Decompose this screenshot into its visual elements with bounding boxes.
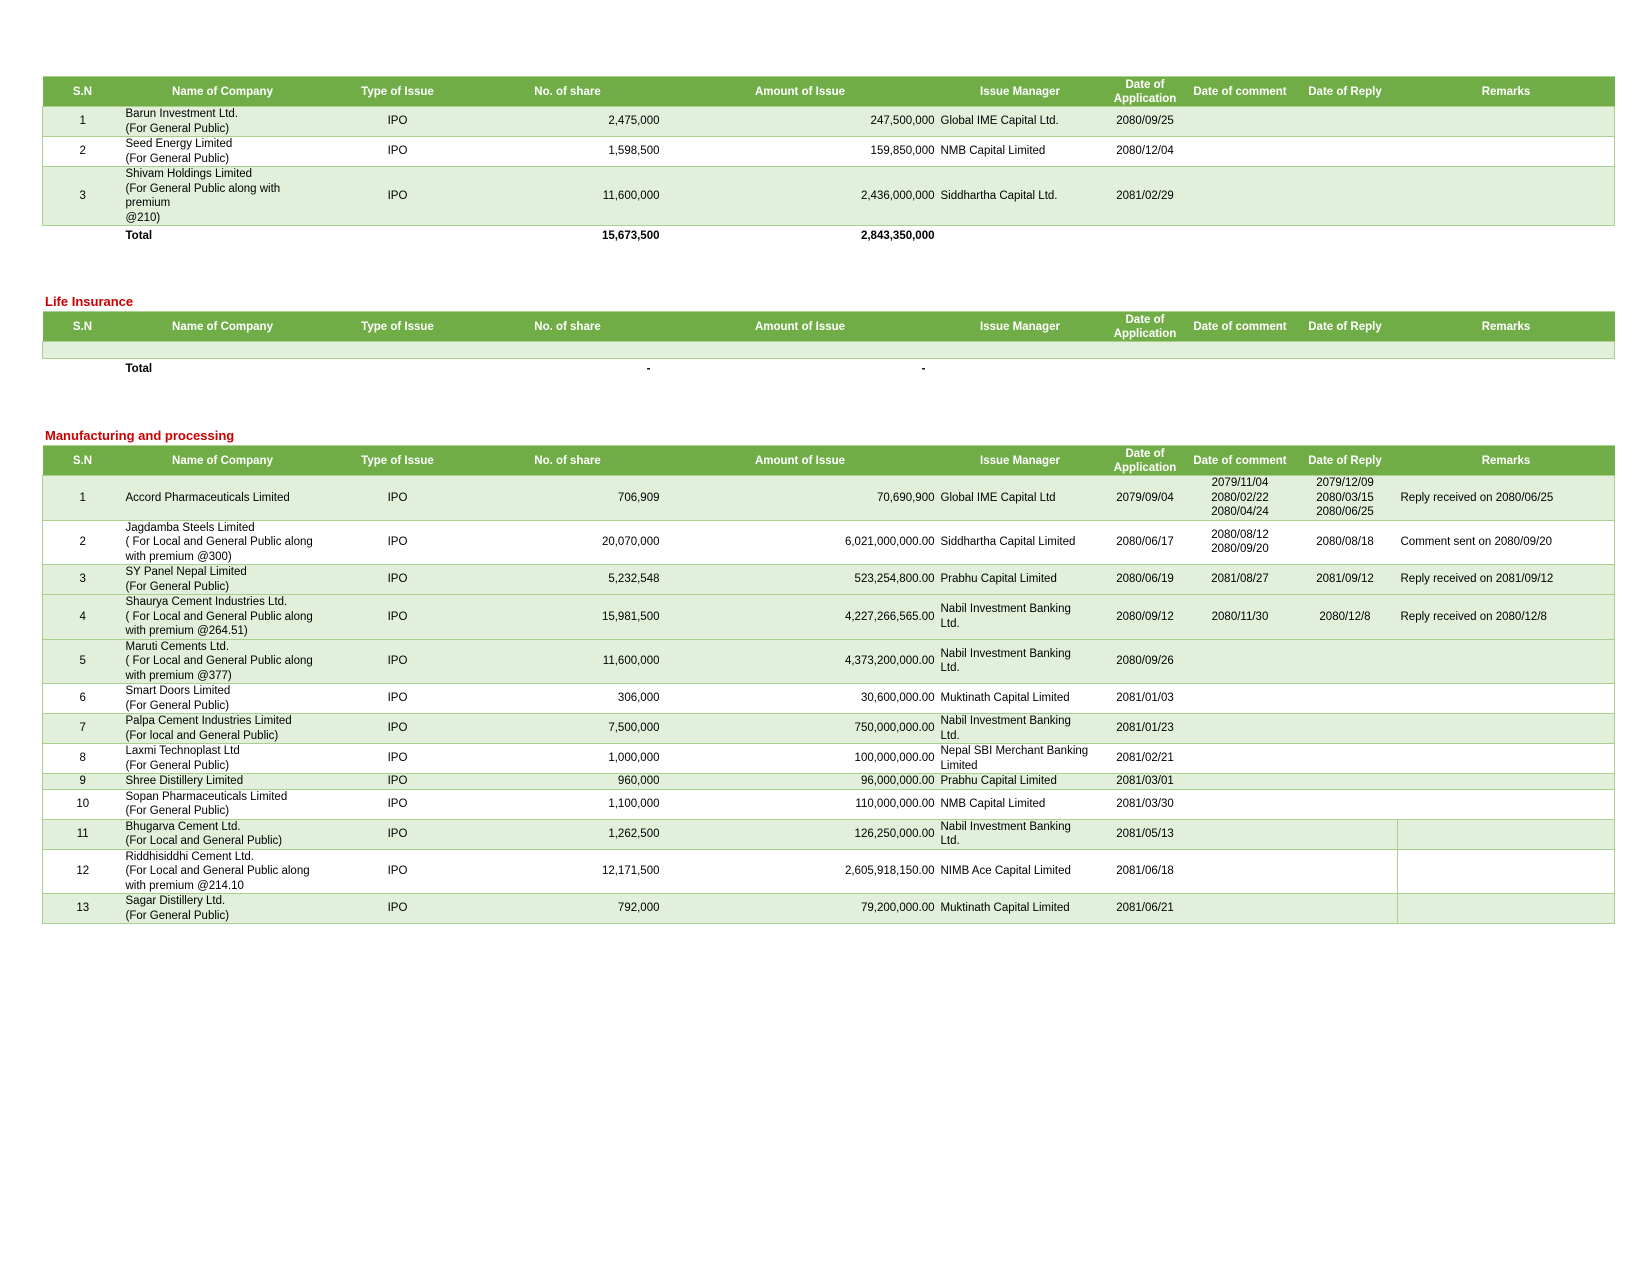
header-shares: No. of share <box>473 312 663 342</box>
cell-date-reply: 2080/12/8 <box>1293 595 1398 640</box>
total-shares: 15,673,500 <box>473 226 663 247</box>
cell-remarks <box>1398 714 1615 744</box>
cell-amount: 96,000,000.00 <box>663 774 938 790</box>
header-date-comment: Date of comment <box>1188 77 1293 107</box>
ipo-table-manufacturing <box>42 445 1615 924</box>
cell-shares: 12,171,500 <box>473 849 663 894</box>
cell-manager: Nabil Investment Banking Ltd. <box>938 714 1103 744</box>
header-sn: S.N <box>43 312 123 342</box>
cell-date-comment <box>1188 639 1293 684</box>
cell-company: Riddhisiddhi Cement Ltd. (For Local and General Public along with premium @214.10 <box>123 849 323 894</box>
header-date-comment: Date of comment <box>1188 446 1293 476</box>
cell-date-reply <box>1293 639 1398 684</box>
empty-row <box>43 342 1615 359</box>
cell-manager: Muktinath Capital Limited <box>938 684 1103 714</box>
cell-manager: Siddhartha Capital Ltd. <box>938 167 1103 226</box>
cell-remarks <box>1398 774 1615 790</box>
cell-date-reply <box>1293 789 1398 819</box>
cell-type: IPO <box>323 789 473 819</box>
cell-type: IPO <box>323 565 473 595</box>
header-type: Type of Issue <box>323 312 473 342</box>
cell-amount: 30,600,000.00 <box>663 684 938 714</box>
section-title-manufacturing: Manufacturing and processing <box>45 428 235 443</box>
cell-date-comment: 2080/08/12 2080/09/20 <box>1188 520 1293 565</box>
header-type: Type of Issue <box>323 77 473 107</box>
cell-date-comment <box>1188 167 1293 226</box>
cell-date-application: 2081/05/13 <box>1103 819 1188 849</box>
cell-amount: 159,850,000 <box>663 137 938 167</box>
cell-company: Jagdamba Steels Limited ( For Local and General Public along with premium @300) <box>123 520 323 565</box>
cell-amount: 100,000,000.00 <box>663 744 938 774</box>
cell-company: Shree Distillery Limited <box>123 774 323 790</box>
table-row <box>43 565 1615 595</box>
cell-date-application: 2081/06/18 <box>1103 849 1188 894</box>
cell-company: Shaurya Cement Industries Ltd. ( For Local and General Public along with premium @264.51) <box>123 595 323 640</box>
cell-shares: 7,500,000 <box>473 714 663 744</box>
cell-date-reply <box>1293 137 1398 167</box>
cell-remarks <box>1398 819 1615 849</box>
cell-manager: Global IME Capital Ltd. <box>938 107 1103 137</box>
cell-date-application: 2080/06/17 <box>1103 520 1188 565</box>
table-header-row <box>43 77 1615 107</box>
cell-sn: 4 <box>43 595 123 640</box>
cell-shares: 1,598,500 <box>473 137 663 167</box>
cell-date-comment <box>1188 714 1293 744</box>
cell-amount: 2,436,000,000 <box>663 167 938 226</box>
cell-sn: 2 <box>43 137 123 167</box>
total-shares: - <box>473 359 663 380</box>
cell-sn: 1 <box>43 476 123 521</box>
cell-company: Smart Doors Limited (For General Public) <box>123 684 323 714</box>
cell-date-application: 2081/02/29 <box>1103 167 1188 226</box>
table-row <box>43 137 1615 167</box>
cell-manager: Muktinath Capital Limited <box>938 894 1103 924</box>
cell-remarks <box>1398 639 1615 684</box>
cell-remarks: Reply received on 2080/06/25 <box>1398 476 1615 521</box>
cell-shares: 2,475,000 <box>473 107 663 137</box>
table-row <box>43 744 1615 774</box>
cell-date-comment: 2080/11/30 <box>1188 595 1293 640</box>
cell-manager: NMB Capital Limited <box>938 789 1103 819</box>
cell-date-application: 2080/09/12 <box>1103 595 1188 640</box>
cell-date-application: 2079/09/04 <box>1103 476 1188 521</box>
cell-sn: 5 <box>43 639 123 684</box>
cell-remarks <box>1398 167 1615 226</box>
cell-date-comment <box>1188 684 1293 714</box>
cell-sn: 8 <box>43 744 123 774</box>
cell-manager: Nepal SBI Merchant Banking Limited <box>938 744 1103 774</box>
header-remarks: Remarks <box>1398 312 1615 342</box>
cell-amount: 750,000,000.00 <box>663 714 938 744</box>
header-remarks: Remarks <box>1398 77 1615 107</box>
header-date-application: Date of Application <box>1103 312 1188 342</box>
cell-amount: 4,227,266,565.00 <box>663 595 938 640</box>
cell-shares: 11,600,000 <box>473 167 663 226</box>
cell-remarks: Reply received on 2080/12/8 <box>1398 595 1615 640</box>
cell-type: IPO <box>323 714 473 744</box>
table-row <box>43 894 1615 924</box>
cell-date-application: 2080/06/19 <box>1103 565 1188 595</box>
cell-date-reply <box>1293 894 1398 924</box>
cell-date-reply <box>1293 684 1398 714</box>
cell-company: Accord Pharmaceuticals Limited <box>123 476 323 521</box>
cell-remarks: Reply received on 2081/09/12 <box>1398 565 1615 595</box>
cell-date-reply <box>1293 107 1398 137</box>
total-row <box>43 359 1615 380</box>
ipo-table-general <box>42 76 1615 246</box>
table-row <box>43 714 1615 744</box>
cell-amount: 247,500,000 <box>663 107 938 137</box>
cell-type: IPO <box>323 774 473 790</box>
total-row <box>43 226 1615 247</box>
cell-date-comment <box>1188 849 1293 894</box>
cell-type: IPO <box>323 894 473 924</box>
cell-shares: 306,000 <box>473 684 663 714</box>
cell-company: Sopan Pharmaceuticals Limited (For General Public) <box>123 789 323 819</box>
cell-type: IPO <box>323 744 473 774</box>
cell-date-comment <box>1188 774 1293 790</box>
cell-date-reply <box>1293 849 1398 894</box>
cell-remarks <box>1398 744 1615 774</box>
cell-type: IPO <box>323 167 473 226</box>
cell-remarks <box>1398 894 1615 924</box>
cell-manager: Prabhu Capital Limited <box>938 565 1103 595</box>
cell-date-reply <box>1293 744 1398 774</box>
cell-date-comment <box>1188 894 1293 924</box>
cell-manager: Global IME Capital Ltd <box>938 476 1103 521</box>
cell-manager: NMB Capital Limited <box>938 137 1103 167</box>
cell-company: SY Panel Nepal Limited (For General Public) <box>123 565 323 595</box>
cell-shares: 1,100,000 <box>473 789 663 819</box>
cell-remarks <box>1398 684 1615 714</box>
cell-date-application: 2081/01/03 <box>1103 684 1188 714</box>
header-shares: No. of share <box>473 446 663 476</box>
header-manager: Issue Manager <box>938 312 1103 342</box>
header-date-reply: Date of Reply <box>1293 77 1398 107</box>
cell-sn: 10 <box>43 789 123 819</box>
cell-manager: Siddhartha Capital Limited <box>938 520 1103 565</box>
total-label: Total <box>123 359 323 380</box>
cell-company: Barun Investment Ltd. (For General Public) <box>123 107 323 137</box>
cell-sn: 12 <box>43 849 123 894</box>
table-row <box>43 789 1615 819</box>
cell-date-application: 2081/06/21 <box>1103 894 1188 924</box>
table-row <box>43 639 1615 684</box>
table-row <box>43 595 1615 640</box>
cell-manager: Nabil Investment Banking Ltd. <box>938 639 1103 684</box>
cell-date-comment <box>1188 819 1293 849</box>
cell-shares: 706,909 <box>473 476 663 521</box>
cell-sn: 1 <box>43 107 123 137</box>
cell-type: IPO <box>323 476 473 521</box>
cell-date-comment <box>1188 744 1293 774</box>
cell-company: Palpa Cement Industries Limited (For local and General Public) <box>123 714 323 744</box>
header-manager: Issue Manager <box>938 446 1103 476</box>
cell-shares: 20,070,000 <box>473 520 663 565</box>
cell-manager: Nabil Investment Banking Ltd. <box>938 595 1103 640</box>
table-row <box>43 476 1615 521</box>
cell-date-application: 2080/09/26 <box>1103 639 1188 684</box>
cell-sn: 13 <box>43 894 123 924</box>
cell-date-reply <box>1293 774 1398 790</box>
cell-amount: 79,200,000.00 <box>663 894 938 924</box>
cell-sn: 9 <box>43 774 123 790</box>
cell-date-application: 2080/12/04 <box>1103 137 1188 167</box>
cell-date-application: 2081/01/23 <box>1103 714 1188 744</box>
table-row <box>43 684 1615 714</box>
table-row <box>43 520 1615 565</box>
cell-type: IPO <box>323 639 473 684</box>
cell-company: Seed Energy Limited (For General Public) <box>123 137 323 167</box>
cell-company: Laxmi Technoplast Ltd (For General Public) <box>123 744 323 774</box>
header-sn: S.N <box>43 77 123 107</box>
cell-remarks <box>1398 107 1615 137</box>
header-date-application: Date of Application <box>1103 77 1188 107</box>
total-amount: 2,843,350,000 <box>663 226 938 247</box>
cell-date-comment <box>1188 137 1293 167</box>
cell-sn: 2 <box>43 520 123 565</box>
cell-date-reply: 2079/12/09 2080/03/15 2080/06/25 <box>1293 476 1398 521</box>
header-date-reply: Date of Reply <box>1293 446 1398 476</box>
cell-manager: Nabil Investment Banking Ltd. <box>938 819 1103 849</box>
cell-company: Maruti Cements Ltd. ( For Local and General Public along with premium @377) <box>123 639 323 684</box>
cell-sn: 3 <box>43 565 123 595</box>
cell-remarks <box>1398 789 1615 819</box>
cell-date-application: 2081/03/30 <box>1103 789 1188 819</box>
cell-type: IPO <box>323 137 473 167</box>
cell-type: IPO <box>323 684 473 714</box>
cell-remarks <box>1398 849 1615 894</box>
cell-date-comment: 2081/08/27 <box>1188 565 1293 595</box>
table-row <box>43 167 1615 226</box>
ipo-table-life-insurance <box>42 311 1615 379</box>
cell-shares: 1,000,000 <box>473 744 663 774</box>
cell-company: Bhugarva Cement Ltd. (For Local and General Public) <box>123 819 323 849</box>
table-row <box>43 774 1615 790</box>
cell-shares: 5,232,548 <box>473 565 663 595</box>
cell-remarks <box>1398 137 1615 167</box>
cell-date-application: 2081/03/01 <box>1103 774 1188 790</box>
cell-date-application: 2080/09/25 <box>1103 107 1188 137</box>
header-shares: No. of share <box>473 77 663 107</box>
cell-shares: 1,262,500 <box>473 819 663 849</box>
cell-sn: 3 <box>43 167 123 226</box>
cell-amount: 70,690,900 <box>663 476 938 521</box>
header-company: Name of Company <box>123 446 323 476</box>
cell-amount: 126,250,000.00 <box>663 819 938 849</box>
header-date-comment: Date of comment <box>1188 312 1293 342</box>
cell-shares: 11,600,000 <box>473 639 663 684</box>
header-type: Type of Issue <box>323 446 473 476</box>
cell-amount: 2,605,918,150.00 <box>663 849 938 894</box>
cell-company: Shivam Holdings Limited (For General Public along with premium @210) <box>123 167 323 226</box>
total-label: Total <box>123 226 323 247</box>
total-amount: - <box>663 359 938 380</box>
cell-sn: 7 <box>43 714 123 744</box>
cell-type: IPO <box>323 595 473 640</box>
cell-date-comment <box>1188 789 1293 819</box>
cell-shares: 15,981,500 <box>473 595 663 640</box>
cell-amount: 523,254,800.00 <box>663 565 938 595</box>
header-amount: Amount of Issue <box>663 77 938 107</box>
cell-date-application: 2081/02/21 <box>1103 744 1188 774</box>
table-row <box>43 819 1615 849</box>
header-date-reply: Date of Reply <box>1293 312 1398 342</box>
header-amount: Amount of Issue <box>663 446 938 476</box>
cell-type: IPO <box>323 107 473 137</box>
cell-date-comment: 2079/11/04 2080/02/22 2080/04/24 <box>1188 476 1293 521</box>
cell-date-reply <box>1293 167 1398 226</box>
cell-amount: 6,021,000,000.00 <box>663 520 938 565</box>
header-remarks: Remarks <box>1398 446 1615 476</box>
header-company: Name of Company <box>123 312 323 342</box>
section-title-life-insurance: Life Insurance <box>45 294 134 309</box>
cell-shares: 792,000 <box>473 894 663 924</box>
cell-amount: 110,000,000.00 <box>663 789 938 819</box>
cell-date-reply <box>1293 819 1398 849</box>
cell-date-comment <box>1188 107 1293 137</box>
cell-manager: Prabhu Capital Limited <box>938 774 1103 790</box>
table-header-row <box>43 446 1615 476</box>
cell-date-reply <box>1293 714 1398 744</box>
header-sn: S.N <box>43 446 123 476</box>
cell-type: IPO <box>323 819 473 849</box>
cell-sn: 6 <box>43 684 123 714</box>
cell-sn: 11 <box>43 819 123 849</box>
cell-type: IPO <box>323 520 473 565</box>
cell-type: IPO <box>323 849 473 894</box>
cell-date-reply: 2081/09/12 <box>1293 565 1398 595</box>
header-amount: Amount of Issue <box>663 312 938 342</box>
cell-date-reply: 2080/08/18 <box>1293 520 1398 565</box>
cell-remarks: Comment sent on 2080/09/20 <box>1398 520 1615 565</box>
table-row <box>43 107 1615 137</box>
cell-manager: NIMB Ace Capital Limited <box>938 849 1103 894</box>
table-row <box>43 849 1615 894</box>
cell-amount: 4,373,200,000.00 <box>663 639 938 684</box>
table-header-row <box>43 312 1615 342</box>
cell-shares: 960,000 <box>473 774 663 790</box>
header-date-application: Date of Application <box>1103 446 1188 476</box>
header-manager: Issue Manager <box>938 77 1103 107</box>
cell-company: Sagar Distillery Ltd. (For General Public) <box>123 894 323 924</box>
header-company: Name of Company <box>123 77 323 107</box>
